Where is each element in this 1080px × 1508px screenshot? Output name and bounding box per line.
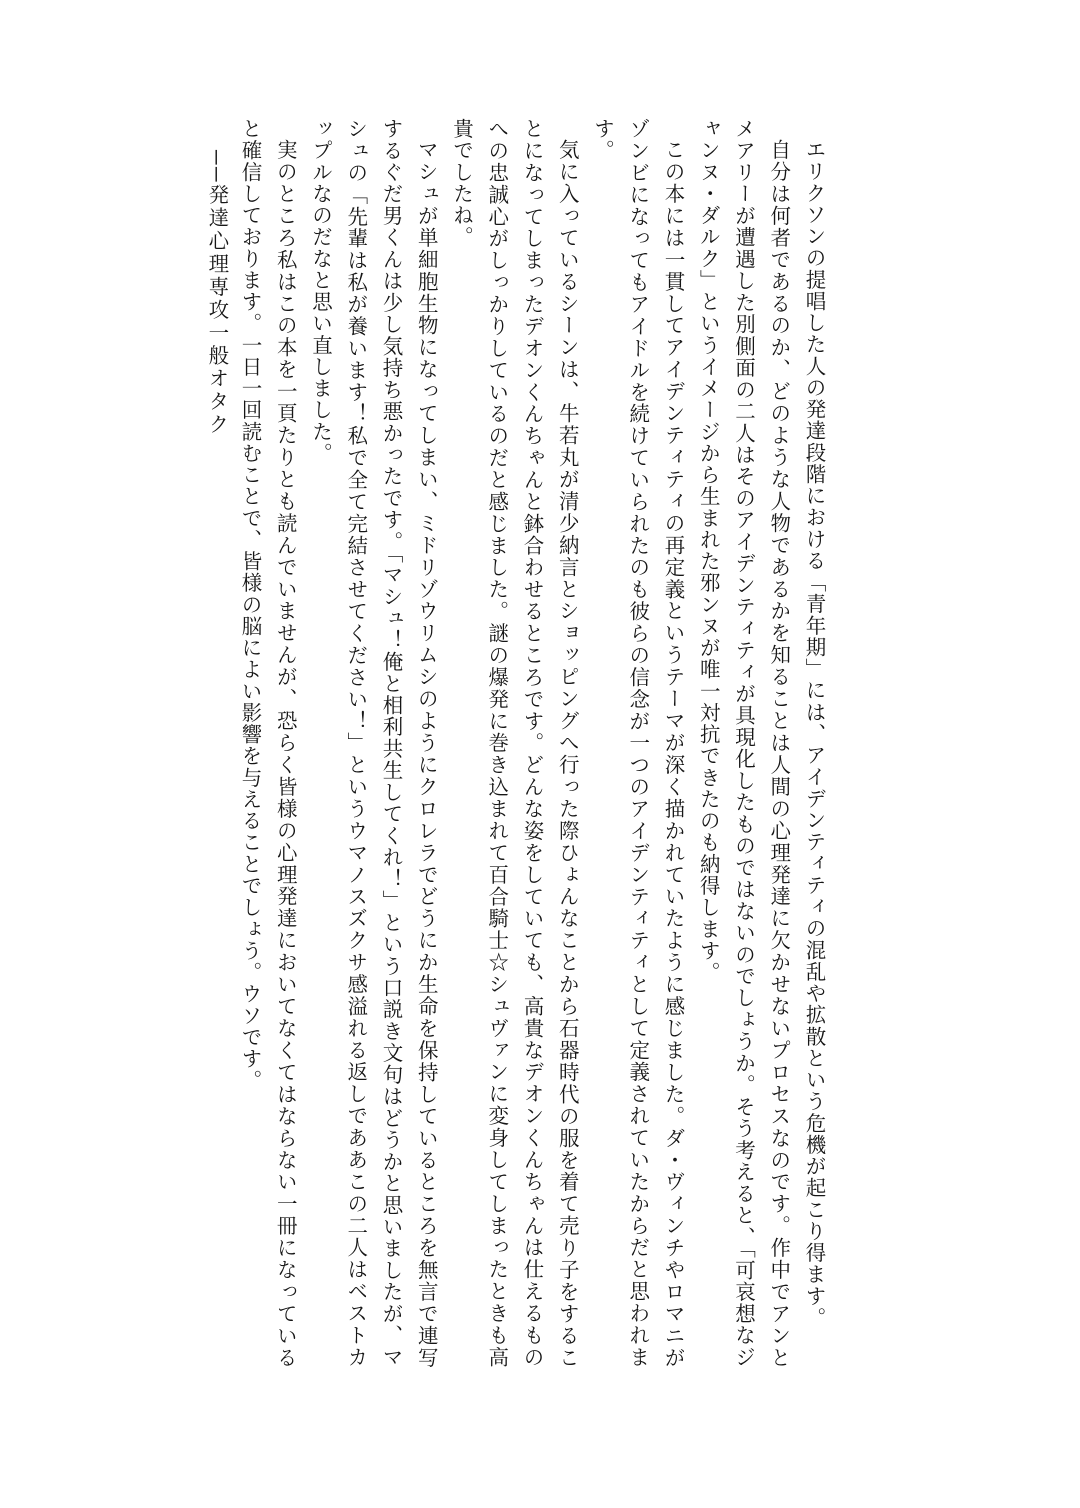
author-signature: ──発達心理専攻一般オタク: [204, 150, 227, 437]
afterword-body: [168, 118, 830, 1368]
paragraph: 気に入っているシーンは、牛若丸が清少納言とショッピングへ行った際ひょんなことから石器時代の服を着て売り子をすることになってしまったデオンくんちゃんと鉢合わせるところです。どんな姿をしていても、高貴なデオンくんちゃんは仕えるものへの忠誠心がしっかりしているのだと感じました。謎の爆発に巻き込まれて百合騎士☆シュヴァンに変身してしまったときも高貴でしたね。: [449, 118, 578, 1368]
paragraph: マシュが単細胞生物になってしまい、ミドリゾウリムシのようにクロレラでどうにか生命を保持しているところを無言で連写するぐだ男くんは少し気持ち悪かったです。「マシュ！俺と相利共生してくれ！」という口説き文句はどうかと思いましたが、マシュの「先輩は私が養います！私で全て完結させてください！」というウマノスズクサ感溢れる返しでああこの二人はベストカップルなのだなと思い直しました。: [308, 118, 437, 1368]
paragraph: この本には一貫してアイデンティティの再定義というテーマが深く描かれていたように感じました。ダ・ヴィンチやロマニがゾンビになってもアイドルを続けていられたのも彼らの信念が一つのアイデンティティとして定義されていたからだと思われます。: [590, 118, 683, 1368]
paragraph: 自分は何者であるのか、どのような人物であるかを知ることは人間の心理発達に欠かせないプロセスなのです。作中でアンとメアリーが遭遇した別側面の二人はそのアイデンティティが具現化したものではないのでしょうか。そう考えると、「可哀想なジャンヌ・ダルク」というイメージから生まれた邪ンヌが唯一対抗できたのも納得します。: [696, 118, 789, 1368]
paragraph: エリクソンの提唱した人の発達段階における「青年期」には、アイデンティティの混乱や拡散という危機が起こり得ます。: [802, 138, 824, 1329]
paragraph: 実のところ私はこの本を一頁たりとも読んでいませんが、恐らく皆様の心理発達においてなくてはならない一冊になっていると確信しております。一日一回読むことで、皆様の脳によい影響を与えることでしょう。ウソです。: [238, 118, 296, 1368]
